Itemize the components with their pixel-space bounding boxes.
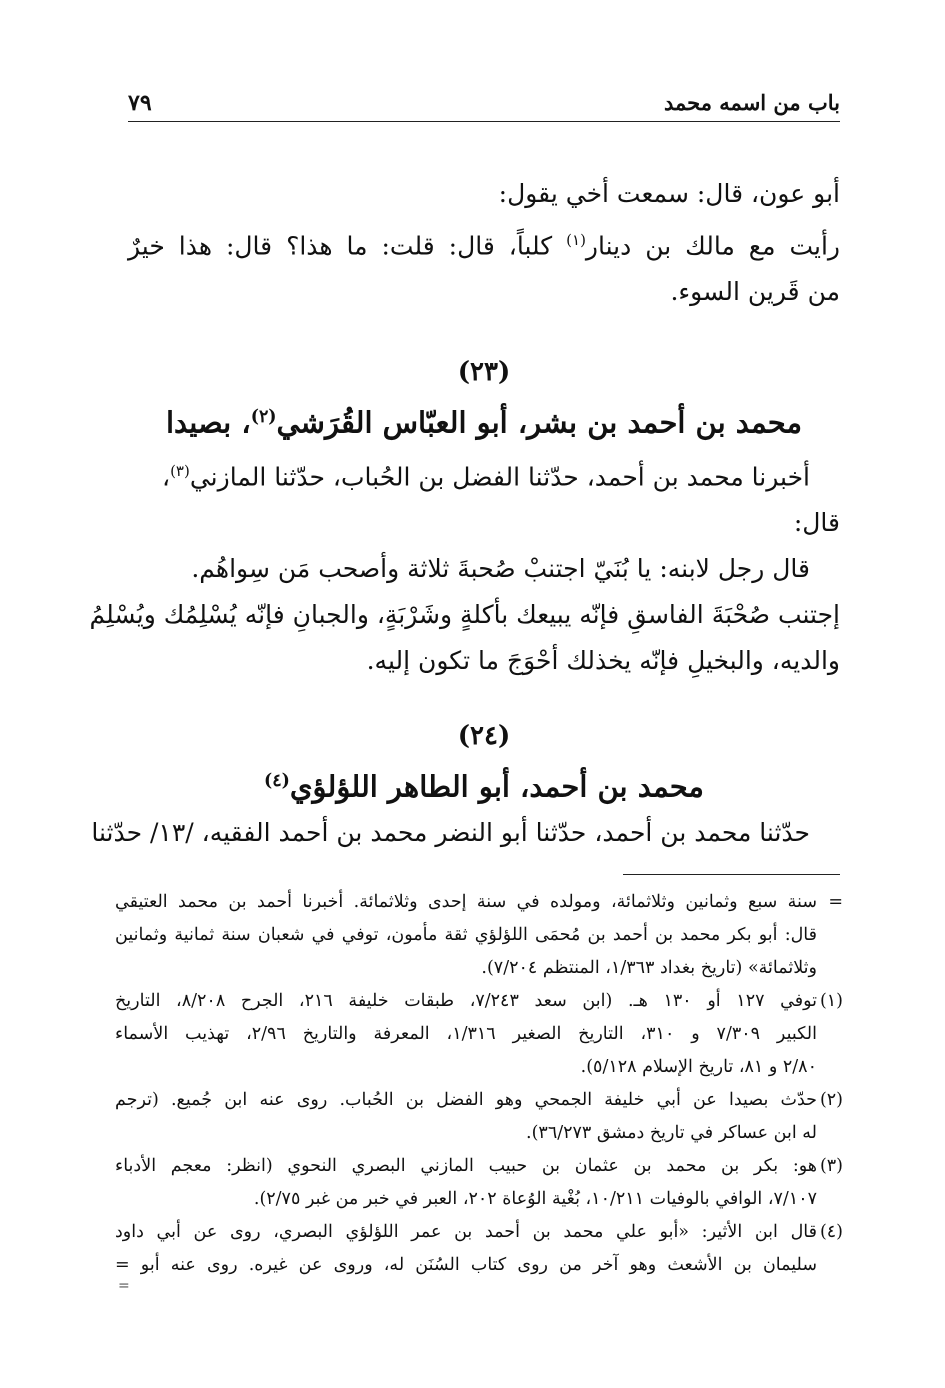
entry-24-text: [91, 810, 840, 856]
footnote-1-line-3: ٢/٨٠ و ٨١، تاريخ الإسلام ٥/١٢٨).: [580, 1057, 817, 1077]
entry-23-heading-a: محمد بن أحمد بن بشر، أبو العبّاس القُرَشي: [276, 405, 803, 440]
entry-23-number: (٢٣): [457, 357, 511, 387]
entry-23-line-3: قال رجل لابنه: يا بُنَيّ اجتنبْ صُحبةَ ثلاثة وأصحب مَن سِواهُم.: [191, 554, 810, 584]
entry-23: [128, 352, 840, 448]
entry-24-line-1: حدّثنا محمد بن أحمد، حدّثنا أبو النضر محمد بن أحمد الفقيه، /١٣/ حدّثنا: [91, 818, 810, 847]
footnote-continued-line-1: [115, 886, 843, 919]
intro-line-1: أبو عون، قال: سمعت أخي يقول:: [498, 179, 840, 208]
continuation-marker: =: [828, 892, 843, 912]
footnote-1-line-2: الكبير ٧/٣٠٩ و ٣١٠، التاريخ الصغير ١/٣١٦، المعرفة والتاريخ ٢/٩٦، تهذيب الأسماء: [115, 1024, 817, 1044]
entry-23-line-2: قال:: [793, 508, 840, 538]
footnote-3-marker: (٣): [819, 1156, 843, 1176]
entry-24-number: (٢٤): [457, 721, 511, 751]
footnote-1-line-1: [115, 985, 843, 1018]
footnote-ref-4: (٤): [264, 771, 290, 791]
entry-23-line-1-a: أخبرنا محمد بن أحمد، حدّثنا الفضل بن الحُباب، حدّثنا المازني: [189, 462, 810, 492]
intro-paragraph: [128, 171, 840, 315]
footnote-3-line-1: [115, 1150, 843, 1183]
footnote-4-line-2: سليمان بن الأشعث وهو آخر من روى كتاب السُنَن له، وروى عن غيره. روى عنه أبو =: [115, 1255, 817, 1275]
entry-24-heading-a: محمد بن أحمد، أبو الطاهر اللؤلؤي: [289, 769, 704, 804]
footnote-rule: [623, 874, 840, 875]
footnote-2-marker: (٢): [819, 1090, 843, 1110]
page-header: [128, 90, 840, 120]
header-rule: [128, 121, 840, 122]
entry-23-heading-b: ، بصيدا: [165, 405, 251, 440]
footnote-4-marker: (٤): [819, 1222, 843, 1242]
footnote-2-line-1: [115, 1084, 843, 1117]
footnote-2-line-2: له ابن عساكر في تاريخ دمشق ٣٦/٢٧٣).: [526, 1123, 817, 1143]
footnote-1-text-1: توفي ١٢٧ أو ١٣٠ هـ. (ابن سعد ٧/٢٤٣، طبقات خليفة ٢١٦، الجرح ٨/٢٠٨، التاريخ: [115, 991, 817, 1011]
entry-23-text: [89, 448, 840, 684]
intro-line-2-b: كلباً، قال: قلت: ما هذا؟ قال: هذا خيرٌ: [128, 231, 567, 261]
footnote-3-text-1: هو: بكر بن محمد بن عثمان بن حبيب المازني البصري النحوي (انظر: معجم الأدباء: [115, 1156, 817, 1176]
running-title: باب من اسمه محمد: [664, 90, 840, 115]
page-number: ٧٩: [128, 90, 152, 116]
footnote-4-line-1: [115, 1216, 843, 1249]
footnote-continued-text-1: سنة سبع وثمانين وثلاثمائة، ومولده في سنة إحدى وثلاثمائة. أخبرنا أحمد بن محمد العتيقي: [115, 892, 817, 912]
intro-line-2: [128, 217, 840, 269]
intro-line-3: من قَرين السوء.: [670, 277, 840, 307]
entry-24: [128, 716, 840, 812]
entry-23-line-1: [128, 448, 840, 500]
entry-23-line-4: إجتنب صُحْبَةَ الفاسقِ فإنّه يبيعك بأكلةٍ وشَرْبَةٍ، والجبانِ فإنّه يُسْلِمُك ويُسْلِمُ: [89, 600, 840, 630]
intro-line-2-a: رأيت مع مالك بن دينار: [585, 231, 840, 261]
footnote-continued-line-2: قال: أبو بكر محمد بن أحمد بن مُحمَى اللؤلؤي ثقة مأمون، توفي في شعبان سنة ثمانية وثمانين: [115, 925, 817, 945]
footnote-continued-line-3: وثلاثمائة» (تاريخ بغداد ١/٣٦٣، المنتظم ٧/٢٠٤).: [481, 958, 817, 978]
footnote-ref-3: (٣): [170, 462, 190, 480]
footnotes: [115, 886, 843, 1282]
footnote-4-text-1: قال ابن الأثير: «أبو علي محمد بن أحمد بن عمر اللؤلؤي البصري، روى عن أبي داود: [115, 1222, 817, 1242]
entry-23-line-5: والديه، والبخيلِ فإنّه يخذلك أحْوَجَ ما تكون إليه.: [366, 646, 840, 676]
footnote-ref-1: (١): [566, 231, 586, 249]
entry-24-heading: [128, 756, 840, 812]
entry-23-line-1-b: ،: [161, 462, 171, 492]
footnote-3-line-2: ٧/١٠٧، الوافي بالوفيات ١٠/٢١١، بُغْية الوُعاة ٢٠٢، العبر في خبر من غبر ٢/٧٥).: [253, 1189, 817, 1209]
footnote-1-marker: (١): [819, 991, 843, 1011]
footnote-ref-2: (٢): [250, 407, 277, 427]
entry-23-heading: [128, 392, 840, 448]
footnote-2-text-1: حدّث بصيدا عن أبي خليفة الجمحي وهو الفضل بن الحُباب. روى عنه ابن جُميع. (ترجم: [115, 1090, 817, 1110]
margin-continuation-mark: =: [118, 1278, 130, 1294]
